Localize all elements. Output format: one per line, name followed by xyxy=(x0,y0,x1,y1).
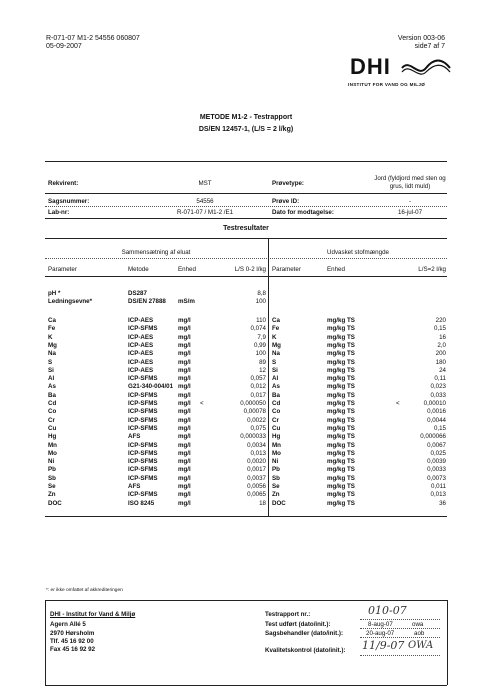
footnote: *: er ikke omfattet af akkrediteringen xyxy=(46,588,123,593)
row-less-than: < xyxy=(200,400,204,407)
document-date: 05-09-2007 xyxy=(46,43,82,50)
row-unit-2: mg/kg TS xyxy=(327,433,355,441)
row-unit: mg/l xyxy=(178,408,191,416)
row-parameter-2: Co xyxy=(272,408,281,416)
row-unit: mg/l xyxy=(178,474,191,482)
provetype-value-2: grus, lidt muld) xyxy=(389,183,431,190)
logo-subtitle: INSTITUT FOR VAND OG MILJØ xyxy=(348,82,426,87)
row-method: ICP-AES xyxy=(128,317,154,324)
row-value-2: 0,023 xyxy=(430,383,446,391)
row-parameter-2: Zn xyxy=(272,491,280,499)
row-parameter: Cr xyxy=(48,416,55,424)
row-value-2: 0,15 xyxy=(433,325,446,333)
row-value-2: 220 xyxy=(435,317,446,324)
row-method: ICP-AES xyxy=(128,333,154,341)
row-less-than-2: < xyxy=(396,400,400,407)
row-value-2: 0,0044 xyxy=(427,416,446,424)
provetype-value-1: Jord (fyldjord med sten og xyxy=(374,175,446,182)
row-unit: mg/l xyxy=(178,375,191,383)
footer-address-1: Agern Allé 5 xyxy=(50,621,86,628)
row-value: 0,057 xyxy=(250,375,266,383)
row-method: ICP-SFMS xyxy=(128,441,158,449)
sagsnummer-label: Sagsnummer: xyxy=(48,198,90,205)
row-value: 0,0056 xyxy=(247,483,266,490)
row-method: ICP-SFMS xyxy=(128,416,158,424)
row-unit-2: mg/kg TS xyxy=(327,491,355,499)
row-value-2: 0,11 xyxy=(434,375,446,383)
row-method: ICP-SFMS xyxy=(128,458,158,466)
row-unit-2: mg/kg TS xyxy=(327,341,355,349)
row-method: AFS xyxy=(128,433,141,441)
row-value-2: 16 xyxy=(439,333,446,341)
row-parameter-2: As xyxy=(272,383,280,391)
row-unit: mg/l xyxy=(178,333,191,341)
row-value-2: 0,00010 xyxy=(423,400,446,407)
sagsnummer-value: 54556 xyxy=(196,198,214,205)
row-unit-2: mg/kg TS xyxy=(327,499,355,507)
row-value: 0,000033 xyxy=(240,433,266,441)
row-unit-2: mg/kg TS xyxy=(327,416,355,424)
col-metode: Metode xyxy=(128,266,149,273)
report-title: METODE M1-2 - Testrapport xyxy=(199,114,293,121)
row-parameter: Cu xyxy=(48,424,57,432)
version-label: Version 003-06 xyxy=(397,35,445,42)
row-method: ICP-AES xyxy=(128,350,154,358)
row-parameter-2: Mo xyxy=(272,449,281,457)
row-parameter: Ni xyxy=(48,458,55,466)
row-unit-2: mg/kg TS xyxy=(327,466,355,474)
row-parameter-2: Se xyxy=(272,483,280,490)
row-parameter: Pb xyxy=(48,466,56,474)
row-unit-2: mg/kg TS xyxy=(327,358,355,366)
row-parameter: Cd xyxy=(48,400,57,407)
results-title: Testresultater xyxy=(223,225,269,232)
row-value: 89 xyxy=(259,358,266,366)
row-unit: mg/l xyxy=(178,458,191,466)
row-parameter: Mg xyxy=(48,341,57,349)
row-parameter: K xyxy=(48,333,53,341)
col-ls: L/S 0-2 l/kg xyxy=(234,266,266,273)
row-unit-2: mg/kg TS xyxy=(327,317,355,324)
row-method: ICP-AES xyxy=(128,358,154,366)
row-value-2: 24 xyxy=(439,366,446,374)
lab-nr-value: R-071-07 / M1-2 /E1 xyxy=(176,209,234,216)
sagsbehandler-init: aob xyxy=(414,630,425,637)
row-unit-2: mg/kg TS xyxy=(327,474,355,482)
row-value: 0,013 xyxy=(250,449,266,457)
test-udfort-label: Test udført (dato/init.): xyxy=(265,621,331,628)
footer-fax: Fax 45 16 92 92 xyxy=(50,646,96,653)
row-value: 0,0037 xyxy=(247,474,266,482)
top-row-value: 8,8 xyxy=(257,290,266,297)
row-value-2: 0,0073 xyxy=(427,474,446,482)
row-unit: mg/l xyxy=(178,433,191,441)
row-value: 0,99 xyxy=(253,341,266,349)
row-unit: mg/l xyxy=(178,350,191,358)
row-method: ICP-AES xyxy=(128,366,154,374)
row-value: 0,00078 xyxy=(243,408,266,416)
eluat-group-label: Sammensætning af eluat xyxy=(121,249,191,256)
row-unit: mg/l xyxy=(178,341,191,349)
row-parameter: Fe xyxy=(48,325,56,333)
row-unit-2: mg/kg TS xyxy=(327,424,355,432)
row-method: ICP-SFMS xyxy=(128,408,158,416)
row-unit: mg/l xyxy=(178,499,191,507)
row-value: 0,0022 xyxy=(247,416,266,424)
row-unit: mg/l xyxy=(178,449,191,457)
row-unit-2: mg/kg TS xyxy=(327,458,355,466)
row-method: ICP-SFMS xyxy=(128,391,158,399)
test-udfort-init: owa xyxy=(412,621,424,628)
row-unit: mg/l xyxy=(178,424,191,432)
row-value: 0,017 xyxy=(250,391,266,399)
rekvirent-value: MST xyxy=(198,180,212,187)
footer-phone: Tlf. 45 16 92 00 xyxy=(50,638,94,645)
row-unit-2: mg/kg TS xyxy=(327,383,355,391)
row-method: AFS xyxy=(128,483,141,490)
row-parameter: Hg xyxy=(48,433,57,441)
row-parameter-2: Ni xyxy=(272,458,279,466)
row-parameter: Ca xyxy=(48,317,56,324)
row-unit: mg/l xyxy=(178,366,191,374)
row-method: ICP-SFMS xyxy=(128,375,158,383)
row-value: 0,0034 xyxy=(247,441,266,449)
row-unit: mg/l xyxy=(178,383,191,391)
lab-nr-label: Lab-nr: xyxy=(48,209,70,216)
row-parameter: Al xyxy=(48,375,55,383)
kvalitetskontrol-init: OWA xyxy=(408,640,434,651)
row-value: 110 xyxy=(256,317,266,324)
col-parameter: Parameter xyxy=(48,266,77,273)
row-parameter-2: Fe xyxy=(272,325,280,333)
top-row-unit: mS/m xyxy=(178,298,195,305)
row-value-2: 0,0033 xyxy=(427,466,446,474)
row-value-2: 0,033 xyxy=(430,391,446,399)
top-row-method: DS/EN 27888 xyxy=(128,298,166,305)
row-unit-2: mg/kg TS xyxy=(327,449,355,457)
row-unit: mg/l xyxy=(178,317,191,324)
logo-wave-icon xyxy=(400,58,452,78)
dhi-logo xyxy=(350,55,450,97)
top-row-method: DS287 xyxy=(128,290,147,297)
row-parameter: Na xyxy=(48,350,56,358)
page-number: side7 af 7 xyxy=(414,43,445,50)
row-parameter-2: Cr xyxy=(272,416,279,424)
row-parameter: DOC xyxy=(48,499,62,507)
col-enhed: Enhed xyxy=(178,266,196,273)
row-parameter-2: Na xyxy=(272,350,280,358)
kvalitetskontrol-date: 11/9-07 xyxy=(362,639,405,652)
row-unit: mg/l xyxy=(178,358,191,366)
testrapport-label: Testrapport nr.: xyxy=(265,611,311,618)
col-ls-2: L/S=2 l/kg xyxy=(418,266,446,273)
row-parameter-2: Mn xyxy=(272,441,281,449)
sagsbehandler-date: 20-aug-07 xyxy=(366,630,395,637)
row-parameter: Mn xyxy=(48,441,57,449)
footer-org: DHI - Institut for Vand & Miljø xyxy=(50,611,136,618)
kvalitetskontrol-label: Kvalitetskontrol (dato/init.): xyxy=(265,647,346,654)
top-row-parameter: Ledningsevne* xyxy=(48,298,93,305)
row-unit: mg/l xyxy=(178,466,191,474)
provetype-label: Prøvetype: xyxy=(272,180,304,187)
row-method: ICP-SFMS xyxy=(128,325,158,333)
row-unit: mg/l xyxy=(178,400,191,407)
document-reference: R-071-07 M1-2 54556 060807 xyxy=(46,35,140,42)
row-unit-2: mg/kg TS xyxy=(327,350,355,358)
row-parameter-2: Si xyxy=(272,366,278,374)
row-parameter: Si xyxy=(48,366,54,374)
row-value-2: 200 xyxy=(435,350,446,358)
prove-id-label: Prøve ID: xyxy=(272,198,300,205)
col-enhed-2: Enhed xyxy=(327,266,345,273)
row-unit-2: mg/kg TS xyxy=(327,391,355,399)
row-unit-2: mg/kg TS xyxy=(327,325,355,333)
row-value-2: 0,025 xyxy=(430,449,446,457)
rekvirent-label: Rekvirent: xyxy=(48,180,79,187)
row-value: 7,9 xyxy=(257,333,266,341)
row-method: ISO 8245 xyxy=(128,499,155,507)
row-unit-2: mg/kg TS xyxy=(327,441,355,449)
row-parameter-2: Al xyxy=(272,375,279,383)
row-method: ICP-SFMS xyxy=(128,424,158,432)
row-value: 0,0017 xyxy=(247,466,266,474)
row-value: 0,000050 xyxy=(240,400,266,407)
top-row-parameter: pH * xyxy=(48,290,61,297)
row-unit-2: mg/kg TS xyxy=(327,400,355,407)
row-value-2: 180 xyxy=(435,358,446,366)
dato-modtagelse-label: Dato for modtagelse: xyxy=(272,209,334,216)
row-value: 100 xyxy=(255,350,266,358)
row-parameter-2: S xyxy=(272,358,277,366)
row-parameter: Mo xyxy=(48,449,57,457)
testrapport-value: 010-07 xyxy=(368,604,407,617)
row-value-2: 0,011 xyxy=(430,483,446,490)
report-subtitle: DS/EN 12457-1, (L/S = 2 l/kg) xyxy=(198,126,294,133)
col-parameter-2: Parameter xyxy=(272,266,301,273)
row-parameter: Co xyxy=(48,408,57,416)
test-udfort-date: 8-aug-07 xyxy=(368,621,393,628)
row-method: ICP-SFMS xyxy=(128,466,158,474)
row-parameter: As xyxy=(48,383,56,391)
row-value: 18 xyxy=(259,499,266,507)
row-value-2: 0,0016 xyxy=(427,408,446,416)
row-value: 0,0020 xyxy=(247,458,266,466)
row-unit: mg/l xyxy=(178,391,191,399)
row-value-2: 2,0 xyxy=(437,341,446,349)
row-method: ICP-SFMS xyxy=(128,474,158,482)
row-value: 12 xyxy=(259,366,266,374)
row-parameter-2: Hg xyxy=(272,433,281,441)
row-method: ICP-SFMS xyxy=(128,449,158,457)
row-parameter: Ba xyxy=(48,391,56,399)
row-value: 0,012 xyxy=(250,383,266,391)
row-value-2: 0,0039 xyxy=(427,458,446,466)
row-parameter-2: K xyxy=(272,333,277,341)
row-method: ICP-SFMS xyxy=(128,491,158,499)
top-row-value: 100 xyxy=(255,298,266,305)
row-unit-2: mg/kg TS xyxy=(327,333,355,341)
row-unit-2: mg/kg TS xyxy=(327,408,355,416)
row-method: G21-340-004/01 xyxy=(128,383,174,391)
row-value: 0,074 xyxy=(250,325,266,333)
row-value-2: 36 xyxy=(439,499,446,507)
row-parameter-2: DOC xyxy=(272,499,286,507)
prove-id-value: - xyxy=(408,198,412,205)
row-parameter: Se xyxy=(48,483,56,490)
row-parameter-2: Ca xyxy=(272,317,280,324)
row-parameter-2: Cu xyxy=(272,424,281,432)
row-parameter: S xyxy=(48,358,53,366)
row-parameter-2: Ba xyxy=(272,391,280,399)
row-value-2: 0,0067 xyxy=(427,441,446,449)
row-value-2: 0,013 xyxy=(430,491,446,499)
row-value-2: 0,000066 xyxy=(420,433,446,441)
udvasket-group-label: Udvasket stofmængde xyxy=(327,249,389,256)
sagsbehandler-label: Sagsbehandler (dato/init.): xyxy=(265,630,344,637)
row-parameter: Zn xyxy=(48,491,56,499)
row-value: 0,075 xyxy=(250,424,266,432)
dato-modtagelse-value: 16-jul-07 xyxy=(397,209,423,216)
row-value-2: 0,15 xyxy=(433,424,446,432)
row-parameter-2: Cd xyxy=(272,400,281,407)
row-unit: mg/l xyxy=(178,416,191,424)
row-parameter: Sb xyxy=(48,474,56,482)
row-unit: mg/l xyxy=(178,491,191,499)
row-unit: mg/l xyxy=(178,441,191,449)
row-unit-2: mg/kg TS xyxy=(327,366,355,374)
row-method: ICP-SFMS xyxy=(128,400,158,407)
logo-text: DHI xyxy=(350,54,391,79)
row-parameter-2: Pb xyxy=(272,466,280,474)
row-value: 0,0065 xyxy=(247,491,266,499)
row-parameter-2: Mg xyxy=(272,341,281,349)
footer-address-2: 2970 Hørsholm xyxy=(50,630,95,637)
row-unit: mg/l xyxy=(178,483,191,490)
row-method: ICP-AES xyxy=(128,341,154,349)
row-parameter-2: Sb xyxy=(272,474,280,482)
row-unit: mg/l xyxy=(178,325,191,333)
row-unit-2: mg/kg TS xyxy=(327,375,355,383)
row-unit-2: mg/kg TS xyxy=(327,483,355,490)
